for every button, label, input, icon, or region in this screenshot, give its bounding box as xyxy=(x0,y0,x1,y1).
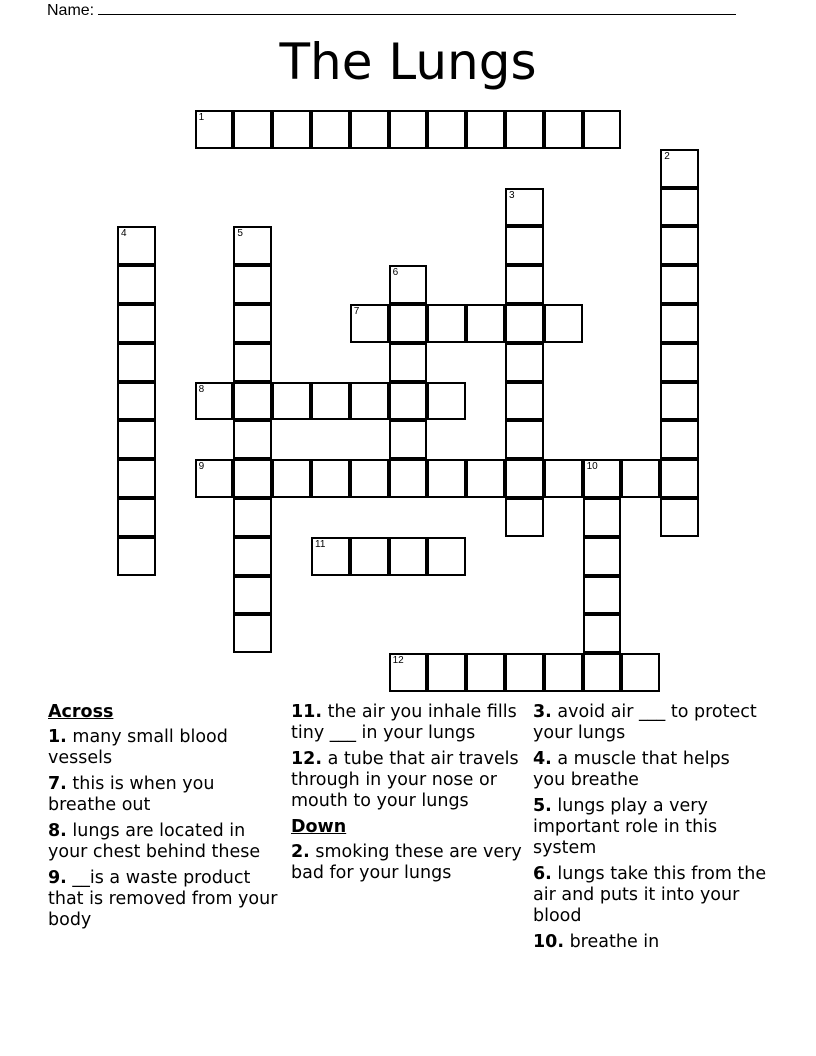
across-heading: Across xyxy=(48,702,114,722)
grid-cell[interactable] xyxy=(389,304,428,343)
clue-text: lungs take this from the air and puts it into your blood xyxy=(533,864,767,926)
grid-cell[interactable] xyxy=(544,110,583,149)
clue-number: 2. xyxy=(291,842,310,862)
clue-across-7 xyxy=(48,774,282,816)
grid-cell[interactable] xyxy=(389,343,428,382)
cell-number: 10 xyxy=(586,461,598,473)
grid-cell[interactable] xyxy=(427,304,466,343)
clue-number: 11. xyxy=(291,702,323,722)
grid-cell[interactable] xyxy=(544,304,583,343)
grid-cell[interactable] xyxy=(583,459,622,498)
clue-text: many small blood vessels xyxy=(48,727,228,768)
grid-cell[interactable] xyxy=(466,304,505,343)
grid-cell[interactable] xyxy=(233,614,272,653)
cell-number: 3 xyxy=(509,189,515,201)
grid-cell[interactable] xyxy=(505,459,544,498)
grid-cell[interactable] xyxy=(660,304,699,343)
down-heading: Down xyxy=(291,817,347,837)
page-title: The Lungs xyxy=(279,33,537,91)
grid-cell[interactable] xyxy=(660,149,699,188)
cell-number: 4 xyxy=(121,228,127,240)
cell-number: 1 xyxy=(198,112,205,123)
grid-cell[interactable] xyxy=(660,498,699,537)
cell-number: 8 xyxy=(198,383,205,395)
grid-cell[interactable] xyxy=(466,459,505,498)
grid-cell[interactable] xyxy=(427,382,466,421)
grid-cell[interactable] xyxy=(311,459,350,498)
clue-number: 12. xyxy=(291,749,323,769)
grid-cell[interactable] xyxy=(195,459,234,498)
grid-cell[interactable] xyxy=(505,498,544,537)
cell-number: 6 xyxy=(392,267,399,279)
grid-cell[interactable] xyxy=(117,382,156,421)
grid-cell[interactable] xyxy=(233,110,272,149)
grid-cell[interactable] xyxy=(311,382,350,421)
clue-text: breathe in xyxy=(564,932,660,952)
clue-column-3 xyxy=(533,702,767,958)
clue-number: 9. xyxy=(48,868,67,888)
grid-cell[interactable] xyxy=(117,420,156,459)
grid-cell[interactable] xyxy=(660,188,699,227)
grid-cell[interactable] xyxy=(233,498,272,537)
grid-cell[interactable] xyxy=(350,459,389,498)
grid-cell[interactable] xyxy=(621,653,660,692)
grid-cell[interactable] xyxy=(350,382,389,421)
grid-cell[interactable] xyxy=(505,265,544,304)
grid-cell[interactable] xyxy=(389,653,428,692)
grid-cell[interactable] xyxy=(233,576,272,615)
grid-cell[interactable] xyxy=(466,653,505,692)
grid-cell[interactable] xyxy=(389,265,428,304)
grid-cell[interactable] xyxy=(505,382,544,421)
grid-cell[interactable] xyxy=(505,226,544,265)
grid-cell[interactable] xyxy=(233,420,272,459)
grid-cell[interactable] xyxy=(505,653,544,692)
grid-cell[interactable] xyxy=(583,653,622,692)
cell-number: 5 xyxy=(237,228,243,240)
grid-cell[interactable] xyxy=(505,110,544,149)
clue-number: 7. xyxy=(48,774,67,794)
grid-cell[interactable] xyxy=(195,382,234,421)
grid-cell[interactable] xyxy=(117,498,156,537)
clue-column-1 xyxy=(48,702,282,936)
clue-text: a muscle that helps you breathe xyxy=(533,749,730,790)
name-label: Name: xyxy=(47,2,95,19)
clue-text: lungs play a very important role in this system xyxy=(533,796,718,858)
grid-cell[interactable] xyxy=(660,459,699,498)
grid-cell[interactable] xyxy=(272,110,311,149)
grid-cell[interactable] xyxy=(350,110,389,149)
cell-number: 7 xyxy=(353,306,360,317)
grid-cell[interactable] xyxy=(660,343,699,382)
grid-cell[interactable] xyxy=(389,420,428,459)
clue-text: a tube that air travels through in your nose or mouth to your lungs xyxy=(291,749,519,811)
cell-number: 9 xyxy=(198,461,205,473)
grid-cell[interactable] xyxy=(505,304,544,343)
grid-cell[interactable] xyxy=(233,304,272,343)
grid-cell[interactable] xyxy=(660,226,699,265)
clue-across-1 xyxy=(48,727,282,769)
cell-number: 12 xyxy=(392,655,404,667)
grid-cell[interactable] xyxy=(427,459,466,498)
grid-cell[interactable] xyxy=(389,459,428,498)
grid-cell[interactable] xyxy=(583,614,622,653)
clue-text: this is when you breathe out xyxy=(48,774,215,815)
clue-down-6 xyxy=(533,864,767,927)
clue-column-2 xyxy=(291,702,525,889)
clue-number: 6. xyxy=(533,864,552,884)
grid-cell[interactable] xyxy=(544,459,583,498)
cell-number: 11 xyxy=(315,538,326,550)
grid-cell[interactable] xyxy=(427,110,466,149)
clue-number: 1. xyxy=(48,727,67,747)
clue-number: 10. xyxy=(533,932,565,952)
grid-cell[interactable] xyxy=(505,420,544,459)
grid-cell[interactable] xyxy=(195,110,234,149)
grid-cell[interactable] xyxy=(233,537,272,576)
grid-cell[interactable] xyxy=(117,343,156,382)
clue-text: lungs are located in your chest behind these xyxy=(48,821,261,862)
grid-cell[interactable] xyxy=(117,304,156,343)
grid-cell[interactable] xyxy=(389,537,428,576)
grid-cell[interactable] xyxy=(466,110,505,149)
grid-cell[interactable] xyxy=(117,265,156,304)
clue-number: 8. xyxy=(48,821,67,841)
grid-cell[interactable] xyxy=(233,226,272,265)
clue-number: 4. xyxy=(533,749,552,769)
grid-cell[interactable] xyxy=(311,110,350,149)
cell-number: 2 xyxy=(664,150,670,162)
grid-cell[interactable] xyxy=(660,382,699,421)
grid-cell[interactable] xyxy=(117,226,156,265)
grid-cell[interactable] xyxy=(660,420,699,459)
clue-down-3 xyxy=(533,702,767,744)
grid-cell[interactable] xyxy=(117,537,156,576)
clue-across-8 xyxy=(48,821,282,863)
clue-text: avoid air ___ to protect your lungs xyxy=(533,702,757,743)
grid-cell[interactable] xyxy=(427,653,466,692)
grid-cell[interactable] xyxy=(621,459,660,498)
grid-cell[interactable] xyxy=(660,265,699,304)
clue-across-9 xyxy=(48,868,282,931)
grid-cell[interactable] xyxy=(233,265,272,304)
grid-cell[interactable] xyxy=(427,537,466,576)
grid-cell[interactable] xyxy=(272,459,311,498)
grid-cell[interactable] xyxy=(389,382,428,421)
grid-cell[interactable] xyxy=(583,537,622,576)
clue-down-10 xyxy=(533,932,767,953)
grid-cell[interactable] xyxy=(583,576,622,615)
grid-cell[interactable] xyxy=(350,537,389,576)
clue-down-2 xyxy=(291,842,525,884)
grid-cell[interactable] xyxy=(505,188,544,227)
clue-text: __is a waste product that is removed from your body xyxy=(48,868,278,930)
grid-cell[interactable] xyxy=(505,343,544,382)
clue-number: 3. xyxy=(533,702,552,722)
clue-across-11 xyxy=(291,702,525,744)
grid-cell[interactable] xyxy=(583,498,622,537)
grid-cell[interactable] xyxy=(233,343,272,382)
clue-down-5 xyxy=(533,796,767,859)
clue-across-12 xyxy=(291,749,525,812)
clue-text: smoking these are very bad for your lungs xyxy=(291,842,522,883)
grid-cell[interactable] xyxy=(583,110,622,149)
clue-down-4 xyxy=(533,749,767,791)
grid-cell[interactable] xyxy=(233,382,272,421)
clue-number: 5. xyxy=(533,796,552,816)
grid-cell[interactable] xyxy=(272,382,311,421)
grid-cell[interactable] xyxy=(389,110,428,149)
grid-cell[interactable] xyxy=(544,653,583,692)
grid-cell[interactable] xyxy=(350,304,389,343)
grid-cell[interactable] xyxy=(311,537,350,576)
clue-text: the air you inhale fills tiny ___ in your lungs xyxy=(291,702,517,743)
grid-cell[interactable] xyxy=(233,459,272,498)
grid-cell[interactable] xyxy=(117,459,156,498)
